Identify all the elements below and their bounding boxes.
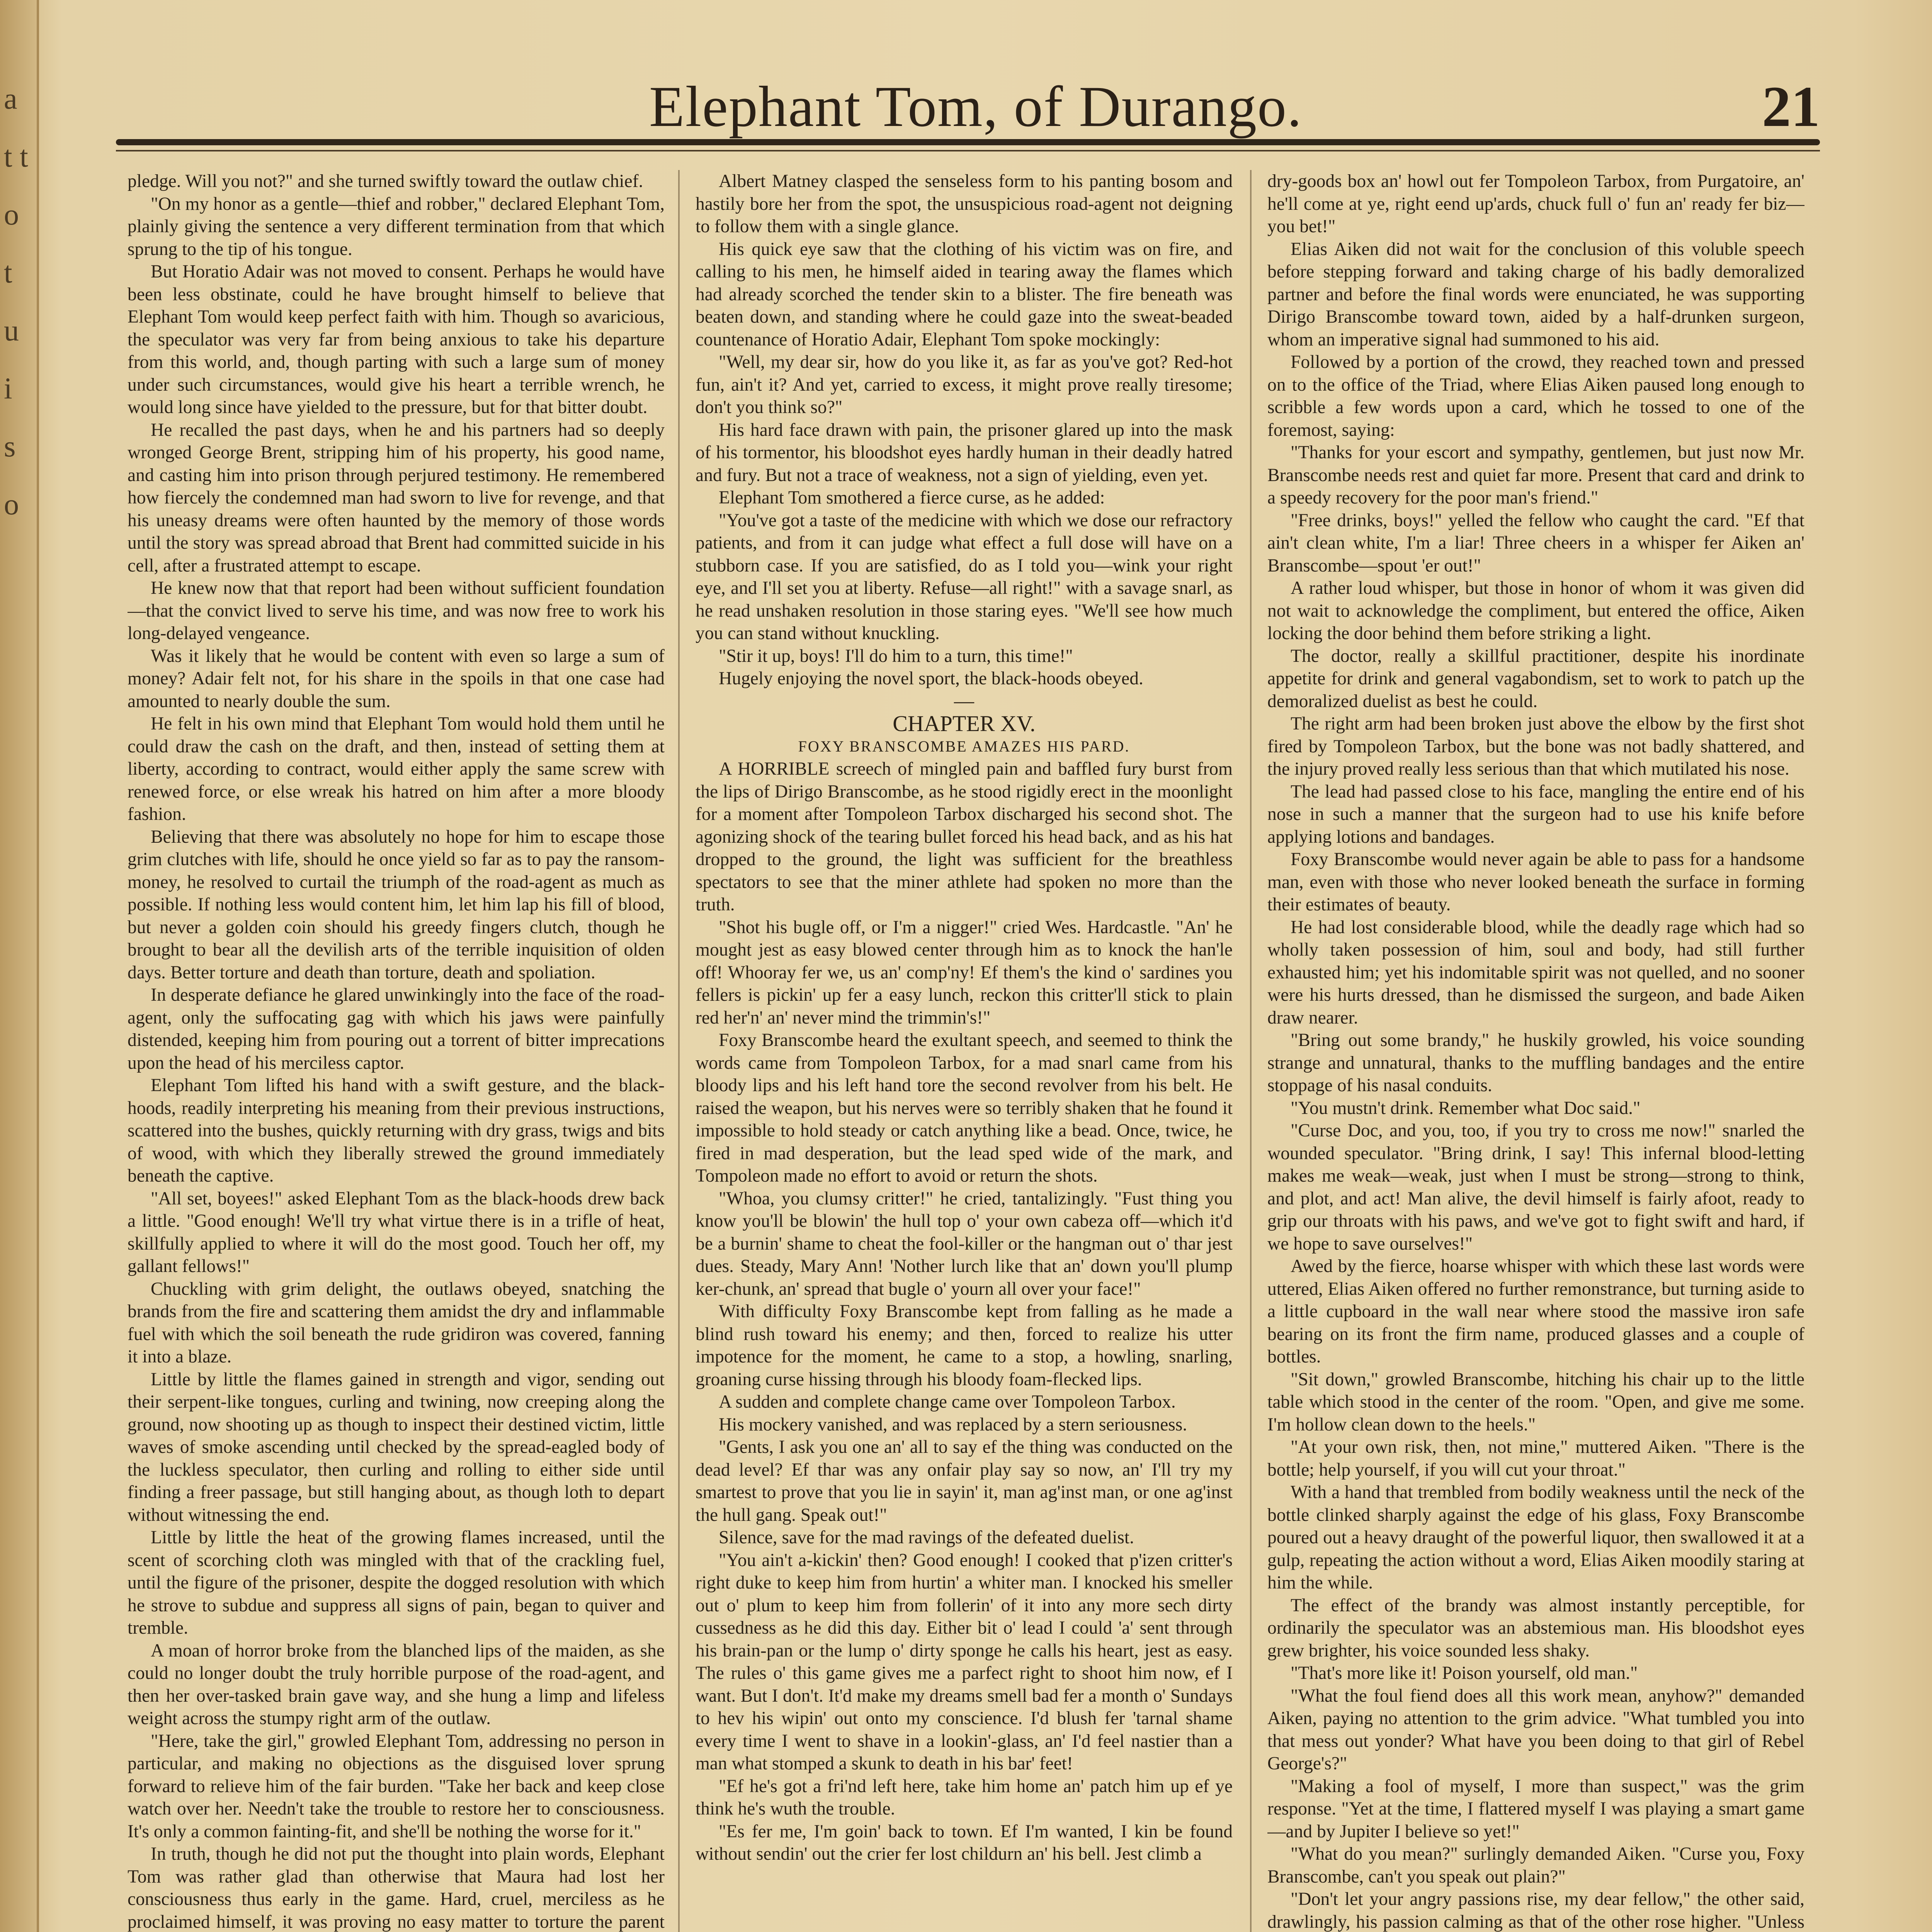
paragraph: "On my honor as a gentle—thief and robber," declared Elephant Tom, plainly giving the sentence a very different termination from that which sprung to the tip of his tongue. (128, 194, 665, 259)
paragraph: Believing that there was absolutely no hope for him to escape those grim clutches with life, should he once yield so far as to pay the ransom-money, he resolved to curtail the triumph of the road-agent as much as possible. If nothing less would content him, let him lap his fill of blood, but never a golden coin should his greedy fingers clutch, though he brought to bear all the devilish arts of the terrible inquisition of olden days. Better torture and death than torture, death and spoliation. (128, 827, 665, 983)
paragraph: dry-goods box an' howl out fer Tompoleon Tarbox, from Purgatoire, an' he'll come at ye, right eend up'ards, chuck full o' fun an' ready fer biz—you bet!" (1267, 171, 1804, 236)
paragraph: His quick eye saw that the clothing of his victim was on fire, and calling to his men, he himself aided in tearing away the flames which had already scorched the tender skin to a blister. The fire beneath was beaten down, and standing where he could gaze into the sweat-beaded countenance of Horatio Adair, Elephant Tom spoke mockingly: (696, 239, 1233, 350)
paragraph: Foxy Branscombe heard the exultant speech, and seemed to think the words came from Tompoleon Tarbox, for a mad snarl came from his bloody lips and his left hand tore the second revolver from his belt. He raised the weapon, but his nerves were so terribly shaken that he found it impossible to hold steady or catch anything like a bead. Once, twice, he fired in mad desperation, but the lead sped wide of the mark, and Tompoleon made no effort to avoid or return the shots. (696, 1030, 1233, 1186)
page-number: 21 (1762, 75, 1820, 139)
paragraph: But Horatio Adair was not moved to consent. Perhaps he would have been less obstinate, could he have brought himself to believe that Elephant Tom would keep perfect faith with him. Though so avaricious, the speculator was very far from being anxious to take his departure from this world, and, though parting with such a large sum of money under such circumstances, would give his heart a terrible wrench, he would long since have yielded to the pressure, but for that bitter doubt. (128, 262, 665, 417)
paragraph: Silence, save for the mad ravings of the defeated duelist. (719, 1527, 1134, 1548)
header-rule-thin (116, 150, 1820, 151)
paragraph: "Making a fool of myself, I more than suspect," was the grim response. "Yet at the time, I flattered myself I was playing a smart game—and by Jupiter I believe so yet!" (1267, 1776, 1804, 1842)
adjacent-page-letters: a t t o t u i s o (4, 82, 28, 521)
paragraph: "Well, my dear sir, how do you like it, as far as you've got? Red-hot fun, ain't it? And yet, carried to excess, it might prove really tiresome; don't you think so?" (696, 352, 1233, 417)
paragraph: Elephant Tom smothered a fierce curse, as he added: (719, 488, 1105, 508)
paragraph: The doctor, really a skillful practitioner, despite his inordinate appetite for drink and general vagabondism, set to work to patch up the demoralized duelist as best he could. (1267, 646, 1804, 711)
paragraph: pledge. Will you not?" and she turned swiftly toward the outlaw chief. (128, 171, 643, 191)
paragraph: "Here, take the girl," growled Elephant Tom, addressing no person in particular, and making no objections as the disguised lover sprung forward to relieve him of the fair burden. "Take her back and keep close watch over her. Needn't take the trouble to restore her to consciousness. It's only a common fainting-fit, and she'll be nothing the worse for it." (128, 1731, 665, 1842)
paragraph: In desperate defiance he glared unwinkingly into the face of the road-agent, only the suffocating gag with which his jaws were painfully distended, keeping him from pouring out a torrent of bitter imprecations upon the head of his merciless captor. (128, 985, 665, 1073)
paragraph: "Ef he's got a fri'nd left here, take him home an' patch him up ef ye think he's wuth the trouble. (696, 1776, 1233, 1819)
paragraph: A HORRIBLE screech of mingled pain and baffled fury burst from the lips of Dirigo Branscombe, as he stood rigidly erect in the moonlight for a moment after Tompoleon Tarbox discharged his second shot. The agonizing shock of the tearing bullet forced his head back, and as his hat dropped to the ground, the light was sufficient for the breathless spectators to see that the miner athlete had spoken no more than the truth. (696, 759, 1233, 915)
paragraph: "Shot his bugle off, or I'm a nigger!" cried Wes. Hardcastle. "An' he mought jest as easy blowed center through him as to knock the han'le off! Whooray fer we, us an' comp'ny! Ef them's the kind o' sardines you fellers is pickin' up fer a easy lunch, reckon this critter'll stick to plain red her'n' an' never mind the trimmin's!" (696, 917, 1233, 1028)
paragraph: Little by little the heat of the growing flames increased, until the scent of scorching cloth was mingled with that of the crackling fuel, until the figure of the prisoner, despite the dogged resolution with which he strove to subdue and suppress all signs of pain, began to quiver and tremble. (128, 1527, 665, 1638)
paragraph: Awed by the fierce, hoarse whisper with which these last words were uttered, Elias Aiken offered no further remonstrance, but turning aside to a little cupboard in the wall near where stood the massive iron safe bearing on its front the firm name, produced glasses and a couple of bottles. (1267, 1256, 1804, 1367)
paragraph: Elias Aiken did not wait for the conclusion of this voluble speech before stepping forward and taking charge of his badly demoralized partner and before the final words were enunciated, he was supporting Dirigo Branscombe toward town, aided by a half-drunken surgeon, whom an imperative signal had summoned to his aid. (1267, 239, 1804, 350)
paragraph: He felt in his own mind that Elephant Tom would hold them until he could draw the cash on the draft, and then, instead of setting them at liberty, according to contract, would either apply the same screw with renewed force, or else wreak his hatred on him after a more bloody fashion. (128, 714, 665, 824)
paragraph: A moan of horror broke from the blanched lips of the maiden, as she could no longer doubt the truly horrible purpose of the road-agent, and then her over-tasked brain gave way, and she hung a limp and lifeless weight across the stumpy right arm of the outlaw. (128, 1640, 665, 1728)
paragraph: Albert Matney clasped the senseless form to his panting bosom and hastily bore her from the spot, the unsuspicious road-agent not deigning to follow them with a single glance. (696, 171, 1233, 236)
paragraph: The lead had passed close to his face, mangling the entire end of his nose in such a manner that the surgeon had to use his knife before applying lotions and bandages. (1267, 781, 1804, 847)
paragraph: "That's more like it! Poison yourself, old man." (1291, 1663, 1638, 1683)
paragraph: Followed by a portion of the crowd, they reached town and pressed on to the office of the Triad, where Elias Aiken paused long enough to scribble a few words upon a card, which he tossed to one of the foremost, saying: (1267, 352, 1804, 440)
section-dash: — (954, 690, 974, 712)
paragraph: "You've got a taste of the medicine with which we dose our refractory patients, and from it can judge what effect a full dose will have on a stubborn case. If you are satisfied, do as I told you—wink your right eye, and I'll set you at liberty. Refuse—all right!" with a savage snarl, as he read unshaken resolution in those staring eyes. "We'll see how much you can stand without knuckling. (696, 510, 1233, 643)
paragraph: Chuckling with grim delight, the outlaws obeyed, snatching the brands from the fire and scattering them amidst the dry and inflammable fuel with which the soil beneath the rude gridiron was covered, fanning it into a blaze. (128, 1279, 665, 1367)
paragraph: "You ain't a-kickin' then? Good enough! I cooked that p'izen critter's right duke to keep him from hurtin' a whiter man. I knocked his smeller out o' plum to keep him from follerin' of it into any more sech dirty cussedness as he did this day. Either bit o' lead I could 'a' sent through his brain-pan or the lump o' dirty sponge he calls his heart, jest as easy. The rules o' this game gives me a parfect right to shoot him now, ef I want. But I don't. It'd make my dreams smell bad fer a month o' Sundays to hev his wipin' out onto my conscience. I'd blush fer 'tarnal shame every time I went to shave in a lookin'-glass, an' I'd feel nastier than a man what stomped a skunk to death in his bar' feet! (696, 1550, 1233, 1774)
paragraph: "Stir it up, boys! I'll do him to a turn, this time!" (719, 646, 1073, 666)
running-title: Elephant Tom, of Durango. (649, 75, 1303, 139)
paragraph: "Curse Doc, and you, too, if you try to cross me now!" snarled the wounded speculator. "Bring drink, I say! This infernal blood-letting makes me weak—weak, just when I must be strong—strong to think, and plot, and act! Man alive, the devil himself is fairly afoot, ready to grip our throats with his paws, and we've got to fight swift and hard, if we hope to save ourselves!" (1267, 1121, 1804, 1254)
paragraph: Little by little the flames gained in strength and vigor, sending out their serpent-like tongues, curling and twining, now creeping along the ground, now shooting up as though to inspect their destined victim, little waves of smoke ascending until checked by the spread-eagled body of the luckless speculator, then curling and rolling to either side until finding a freer passage, but still hanging about, as though loth to depart without witnessing the end. (128, 1369, 665, 1525)
paragraph: In truth, though he did not put the thought into plain words, Elephant Tom was rather glad than otherwise that Maura had lost her consciousness thus early in the game. Hard, cruel, merciless as he proclaimed himself, it was proving no easy matter to torture the parent (128, 1844, 665, 1932)
paragraph: The right arm had been broken just above the elbow by the first shot fired by Tompoleon Tarbox, but the bone was not badly shattered, and the injury proved really less serious than that which mutilated his nose. (1267, 714, 1804, 779)
paragraph: "Sit down," growled Branscombe, hitching his chair up to the little table which stood in the center of the room. "Open, and give me some. I'm hollow clean down to the heels." (1267, 1369, 1804, 1435)
chapter-title: CHAPTER XV. (893, 711, 1036, 736)
page-header (128, 70, 1820, 147)
paragraph: With difficulty Foxy Branscombe kept from falling as he made a blind rush toward his enemy; and then, forced to realize his utter impotence for the moment, he came to a stop, a howling, snarling, groaning curse hissing through his bloody foam-flecked lips. (696, 1301, 1233, 1389)
paragraph: Elephant Tom lifted his hand with a swift gesture, and the black-hoods, readily interpreting his meaning from their previous instructions, scattered into the bushes, quickly returning with dry grass, twigs and bits of wood, with which they liberally strewed the ground immediately beneath the captive. (128, 1075, 665, 1186)
paragraph: "Thanks for your escort and sympathy, gentlemen, but just now Mr. Branscombe needs rest and quiet far more. Present that card and drink to a speedy recovery for the poor man's friend." (1267, 442, 1804, 508)
paragraph: "Es fer me, I'm goin' back to town. Ef I'm wanted, I kin be found without sendin' out the crier fer lost childurn an' his bell. Jest climb a (696, 1821, 1233, 1864)
paragraph: "Free drinks, boys!" yelled the fellow who caught the card. "Ef that ain't clean white, I'm a liar! Three cheers in a whisper fer Aiken an' Branscombe—spout 'er out!" (1267, 510, 1804, 576)
column-divider (678, 170, 680, 1932)
paragraph: "Bring out some brandy," he huskily growled, his voice sounding strange and unnatural, thanks to the muffling bandages and the entire stoppage of his nasal conduits. (1267, 1030, 1804, 1095)
paragraph: Was it likely that he would be content with even so large a sum of money? Adair felt not, for his share in the spoils in that one case had amounted to nearly double the sum. (128, 646, 665, 711)
paragraph: "What do you mean?" surlingly demanded Aiken. "Curse you, Foxy Branscombe, can't you speak out plain?" (1267, 1844, 1804, 1887)
paragraph: "Gents, I ask you one an' all to say ef the thing was conducted on the dead level? Ef thar was any onfair play say so now, an' I'll try my smartest to prove that you lie in sayin' it, man ag'inst man, or one ag'inst the hull gang. Speak out!" (696, 1437, 1233, 1525)
header-rule (116, 139, 1820, 145)
paragraph: The effect of the brandy was almost instantly perceptible, for ordinarily the speculator was an abstemious man. His bloodshot eyes grew brighter, his voice sounded less shaky. (1267, 1595, 1804, 1661)
paragraph: "What the foul fiend does all this work mean, anyhow?" demanded Aiken, paying no attention to the grim advice. "What tumbled you into that mess out yonder? What have you been doing to that girl of Rebel George's?" (1267, 1685, 1804, 1774)
paragraph: "You mustn't drink. Remember what Doc said." (1291, 1098, 1641, 1118)
column-divider (1250, 170, 1252, 1932)
paragraph: He knew now that that report had been without sufficient foundation—that the convict lived to serve his time, and was now free to work his long-delayed vengeance. (128, 578, 665, 643)
paragraph: His mockery vanished, and was replaced by a stern seriousness. (719, 1414, 1187, 1435)
paragraph: Hugely enjoying the novel sport, the black-hoods obeyed. (719, 668, 1143, 689)
column-1 (128, 170, 665, 1932)
paragraph: His hard face drawn with pain, the prisoner glared up into the mask of his tormentor, his bloodshot eyes hardly human in their deadly hatred and fury. But not a trace of weakness, not a sign of yielding, even yet. (696, 420, 1233, 485)
paragraph: "Don't let your angry passions rise, my dear fellow," the other said, drawlingly, his passion calming as that of the other rose higher. "Unless (1267, 1889, 1804, 1932)
paragraph: He had lost considerable blood, while the deadly rage which had so wholly taken possession of him, soul and body, had still further exhausted him; yet his indomitable spirit was not quelled, and no sooner were his hurts dressed, than he dismissed the surgeon, and bade Aiken draw nearer. (1267, 917, 1804, 1028)
paragraph: With a hand that trembled from bodily weakness until the neck of the bottle clinked sharply against the edge of his glass, Foxy Branscombe poured out a heavy draught of the powerful liquor, then swallowed it at a gulp, repeating the action without a word, Elias Aiken moodily staring at him the while. (1267, 1482, 1804, 1593)
column-3 (1267, 170, 1804, 1932)
paragraph: "All set, boyees!" asked Elephant Tom as the black-hoods drew back a little. "Good enough! We'll try what virtue there is in a trifle of heat, skillfully applied to where it will do the most good. Touch her off, my gallant fellows!" (128, 1188, 665, 1276)
paragraph: "At your own risk, then, not mine," muttered Aiken. "There is the bottle; help yourself, if you will cut your throat." (1267, 1437, 1804, 1480)
adjacent-page-edge (0, 0, 39, 1932)
paragraph: "Whoa, you clumsy critter!" he cried, tantalizingly. "Fust thing you know you'll be blowin' the hull top o' your own cabeza off—which it'd be a burnin' shame to cheat the fool-killer or the hangman out o' thar jest dues. Steady, Mary Ann! 'Nother lurch like that an' down you'll plump ker-chunk, an' spread that bugle o' yourn all over your face!" (696, 1188, 1233, 1299)
chapter-subtitle: FOXY BRANSCOMBE AMAZES HIS PARD. (798, 737, 1130, 755)
paragraph: A sudden and complete change came over Tompoleon Tarbox. (719, 1392, 1176, 1412)
paragraph: Foxy Branscombe would never again be able to pass for a handsome man, even with those who never looked beneath the surface in forming their estimates of beauty. (1267, 849, 1804, 915)
paragraph: He recalled the past days, when he and his partners had so deeply wronged George Brent, stripping him of his property, his good name, and casting him into prison through perjured testimony. He remembered how fiercely the condemned man had sworn to live for revenge, and that his uneasy dreams were often haunted by the memory of those words until the story was spread abroad that Brent had committed suicide in his cell, after a frustrated attempt to escape. (128, 420, 665, 576)
paragraph: A rather loud whisper, but those in honor of whom it was given did not wait to acknowledge the compliment, but entered the office, Aiken locking the door behind them before striking a light. (1267, 578, 1804, 643)
column-2 (696, 170, 1233, 1932)
